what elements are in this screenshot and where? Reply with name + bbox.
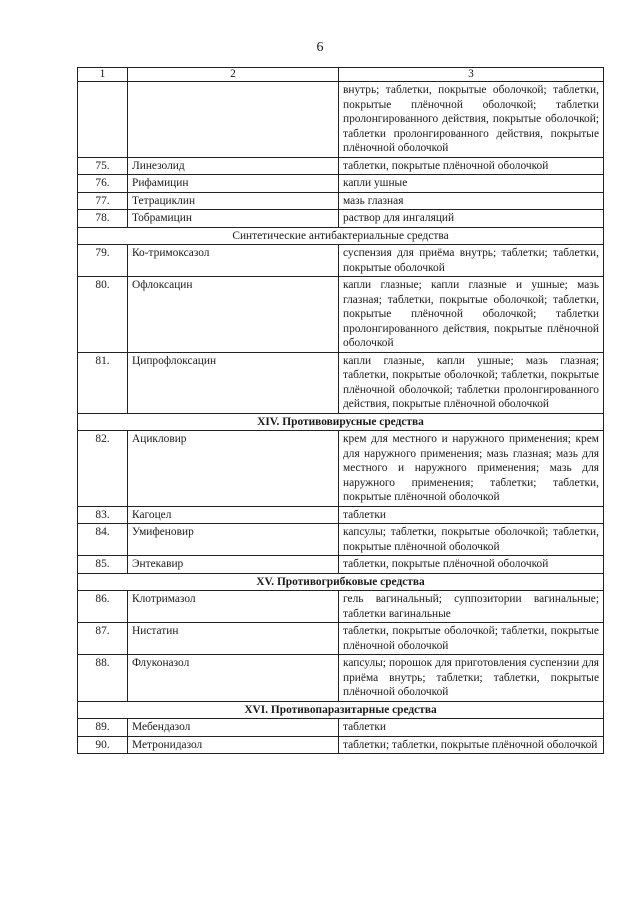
dosage-form: капли глазные, капли ушные; мазь глазная; таблетки, покрытые оболочкой; таблетки, покрытые плёночной оболочкой; таблетки пролонгированного действия, покрытые плёночной оболочкой: [339, 352, 604, 413]
dosage-form: таблетки: [339, 719, 604, 737]
drug-name: Мебендазол: [128, 719, 339, 737]
drug-name: Умифеновир: [128, 524, 339, 556]
drug-name: Энтекавир: [128, 556, 339, 574]
table-row: [78, 524, 604, 556]
dosage-form: суспензия для приёма внутрь; таблетки; таблетки, покрытые оболочкой: [339, 245, 604, 277]
table-row: [78, 352, 604, 413]
header-col-form: 3: [339, 68, 604, 82]
table-row: [78, 591, 604, 623]
section-heading-row: [78, 573, 604, 591]
row-number: 79.: [78, 245, 128, 277]
dosage-form: крем для местного и наружного применения; крем для наружного применения; мазь глазная; мазь для местного и наружного применения; мазь для наружного применения; таблетки; таблетки, покрытые плёночной оболочкой: [339, 431, 604, 507]
row-number: 81.: [78, 352, 128, 413]
subsection-heading-row: [78, 227, 604, 245]
drug-name: Тобрамицин: [128, 210, 339, 228]
table-row: [78, 719, 604, 737]
drug-name: [128, 82, 339, 158]
table-row: [78, 82, 604, 158]
section-title: XV. Противогрибковые средства: [78, 573, 604, 591]
section-heading-row: [78, 701, 604, 719]
row-number: 86.: [78, 591, 128, 623]
row-number: 87.: [78, 623, 128, 655]
table-row: [78, 245, 604, 277]
dosage-form: капсулы; таблетки, покрытые оболочкой; таблетки, покрытые плёночной оболочкой: [339, 524, 604, 556]
row-number: 77.: [78, 192, 128, 210]
dosage-form: таблетки, покрытые оболочкой; таблетки, покрытые плёночной оболочкой: [339, 623, 604, 655]
row-number: 89.: [78, 719, 128, 737]
drug-name: Тетрациклин: [128, 192, 339, 210]
table-row: [78, 431, 604, 507]
section-title: XIV. Противовирусные средства: [78, 413, 604, 431]
table-row: [78, 277, 604, 353]
section-heading-row: [78, 413, 604, 431]
row-number: 78.: [78, 210, 128, 228]
dosage-form: таблетки, покрытые плёночной оболочкой: [339, 556, 604, 574]
row-number: 82.: [78, 431, 128, 507]
drug-name: Ацикловир: [128, 431, 339, 507]
page-number: 6: [316, 40, 324, 55]
dosage-form: раствор для ингаляций: [339, 210, 604, 228]
row-number: 84.: [78, 524, 128, 556]
drug-name: Офлоксацин: [128, 277, 339, 353]
section-title: XVI. Противопаразитарные средства: [78, 701, 604, 719]
row-number: 85.: [78, 556, 128, 574]
table-header-row: [78, 68, 604, 82]
row-number: 76.: [78, 175, 128, 193]
drug-name: Линезолид: [128, 157, 339, 175]
dosage-form: таблетки; таблетки, покрытые плёночной оболочкой: [339, 736, 604, 754]
header-col-name: 2: [128, 68, 339, 82]
table-row: [78, 175, 604, 193]
drug-name: Нистатин: [128, 623, 339, 655]
row-number: 83.: [78, 506, 128, 524]
row-number: [78, 82, 128, 158]
row-number: 75.: [78, 157, 128, 175]
dosage-form: капсулы; порошок для приготовления суспензии для приёма внутрь; таблетки; таблетки, покрытые плёночной оболочкой: [339, 655, 604, 702]
drug-name: Рифамицин: [128, 175, 339, 193]
dosage-form: мазь глазная: [339, 192, 604, 210]
drug-name: Ко-тримоксазол: [128, 245, 339, 277]
drug-table: [77, 67, 604, 754]
dosage-form: таблетки: [339, 506, 604, 524]
drug-name: Метронидазол: [128, 736, 339, 754]
header-col-number: 1: [78, 68, 128, 82]
table-row: [78, 506, 604, 524]
drug-name: Кагоцел: [128, 506, 339, 524]
row-number: 80.: [78, 277, 128, 353]
table-row: [78, 655, 604, 702]
table-row: [78, 736, 604, 754]
dosage-form: капли ушные: [339, 175, 604, 193]
row-number: 88.: [78, 655, 128, 702]
drug-name: Флуконазол: [128, 655, 339, 702]
dosage-form: таблетки, покрытые плёночной оболочкой: [339, 157, 604, 175]
drug-name: Ципрофлоксацин: [128, 352, 339, 413]
subsection-title: Синтетические антибактериальные средства: [78, 227, 604, 245]
table-row: [78, 157, 604, 175]
table-row: [78, 210, 604, 228]
drug-name: Клотримазол: [128, 591, 339, 623]
dosage-form: капли глазные; капли глазные и ушные; мазь глазная; таблетки, покрытые оболочкой; таблетки, покрытые плёночной оболочкой; таблетки пролонгированного действия, покрытые плёночной оболочкой: [339, 277, 604, 353]
dosage-form: внутрь; таблетки, покрытые оболочкой; таблетки, покрытые плёночной оболочкой; таблетки пролонгированного действия, покрытые оболочкой; таблетки пролонгированного действия, покрытые плёночной оболочкой: [339, 82, 604, 158]
table-row: [78, 556, 604, 574]
table-row: [78, 192, 604, 210]
row-number: 90.: [78, 736, 128, 754]
drug-table-body: [78, 68, 604, 754]
dosage-form: гель вагинальный; суппозитории вагинальные; таблетки вагинальные: [339, 591, 604, 623]
table-row: [78, 623, 604, 655]
